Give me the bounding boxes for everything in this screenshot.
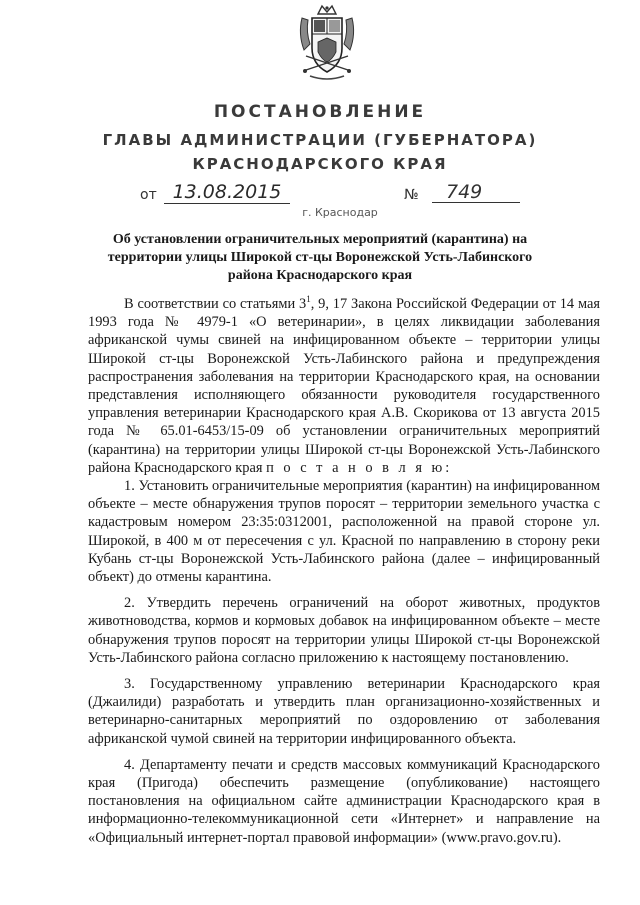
article-superscript: 1 <box>306 294 311 305</box>
date-number-row <box>140 183 540 207</box>
region-heading: КРАСНОДАРСКОГО КРАЯ <box>192 155 448 173</box>
issuer-heading: ГЛАВЫ АДМИНИСТРАЦИИ (ГУБЕРНАТОРА) <box>102 131 538 149</box>
clause-4: 4. Департаменту печати и средств массовых коммуникаций Краснодарского края (Пригода) обеспечить размещение (опубликование) настоящего постановления на официальном сайте администрации Краснодарского края в информационно-телекоммуникационной сети «Интернет» и направление на «Официальный интернет-портал правовой информации» (www.pravo.gov.ru). <box>88 756 600 846</box>
clause-1: 1. Установить ограничительные мероприятия (карантин) на инфицированном объекте – месте обнаружения трупов поросят – территории земельного участка с кадастровым номером 23:35:0312001, расположенной на правой стороне ул. Широкой, в 400 м от пересечения с ул. Красной по направлению в сторону реки Кубань ст-цы Воронежской Усть-Лабинского района (далее – инфицированный объект) до отмены карантина. <box>88 478 600 586</box>
document-body <box>88 295 600 855</box>
city-label: г. Краснодар <box>302 206 378 219</box>
clause-2: 2. Утвердить перечень ограничений на оборот животных, продуктов животноводства, кормов и кормовых добавок на инфицированном объекте – месте обнаружения трупов поросят на территории улицы Широкой ст-цы Воронежской Усть-Лабинского района согласно приложению к настоящему постановлению. <box>88 595 600 666</box>
date-prefix: от <box>140 187 157 203</box>
document-number: 749 <box>432 181 520 203</box>
coat-of-arms-icon <box>294 4 360 82</box>
document-date: 13.08.2015 <box>164 181 290 204</box>
document-type-heading: ПОСТАНОВЛЕНИЕ <box>213 102 427 122</box>
clause-3: 3. Государственному управлению ветеринарии Краснодарского края (Джаилиди) разработать и утвердить план организационно-хозяйственных и ветеринарно-санитарных мероприятий по оздоровлению от заболевания африканской чумой свиней на территории инфицированного объекта. <box>88 676 600 747</box>
resolution-word: п о с т а н о в л я ю: <box>266 459 453 476</box>
document-title: Об установлении ограничительных мероприятий (карантина) на территории улицы Широкой ст-цы Воронежской Усть-Лабинского района Краснодарского края <box>107 232 533 283</box>
number-sign: № <box>404 187 419 203</box>
preamble-paragraph: В соответствии со статьями $3^1$, 9, 17 Закона Российской Федерации от 14 мая 1993 года № 4979-1 «О ветеринарии», в целях ликвидации заболевания африканской чумы свиней на инфицированном объекте – территории улицы Широкой ст-цы Воронежской Усть-Лабинского района и предупреждения распространения заболевания на территории Краснодарского края, на основании представления исполняющего обязанности руководителя государственного управления ветеринарии Краснодарского края А.В. Скорикова от 13 августа 2015 года № 65.01-6453/15-09 об установлении ограничительных мероприятий (карантина) на территории улицы Широкой ст-цы Воронежской Усть-Лабинского района Краснодарского края п о с т а н о в л я ю: <box>88 294 600 476</box>
